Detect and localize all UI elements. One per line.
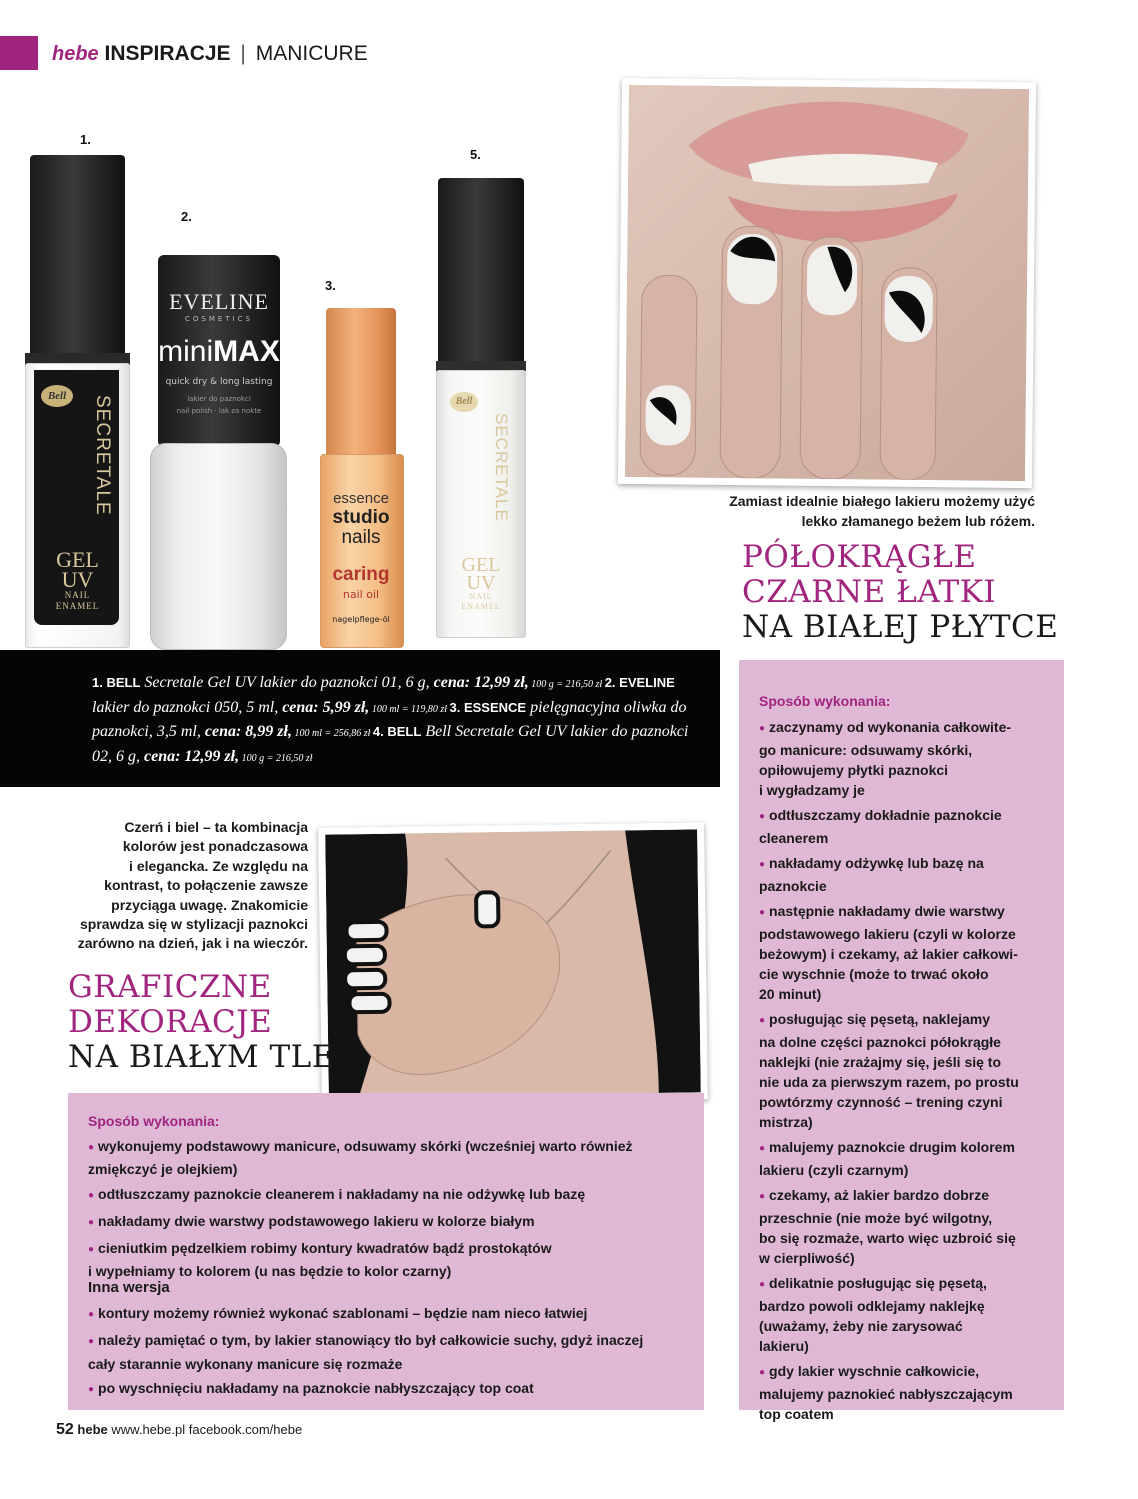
list-item-line: opiłowujemy płytki paznokci [759,762,949,778]
list-item-line: beżowym) i czekamy, aż lakier całkowi- [759,946,1018,962]
heading-right-line1: PÓŁOKRĄGŁE [742,539,977,575]
header-separator: | [240,42,246,65]
footer-brand: hebe [77,1422,108,1437]
bell-logo: Bell [41,385,73,407]
product-1-enamel: ENAMEL [55,601,100,611]
list-item-line: zaczynamy od wykonania całkowite- [769,719,1012,735]
list-item-line: następnie nakładamy dwie warstwy [769,903,1005,919]
heading-left-line2: DEKORACJE [68,1004,273,1040]
list-item-line: podstawowego lakieru (czyli w kolorze [759,926,1016,942]
header-brand: hebe [52,43,99,65]
section-accent-bar [0,36,38,70]
list-item-line: wykonujemy podstawowy manicure, odsuwamy skórki (wcześniej warto również [98,1138,633,1154]
list-item-line: powtórzmy czynność – trening czyni [759,1094,1003,1110]
panel-left-title: Sposób wykonania: [88,1113,220,1129]
page-footer [56,1421,302,1439]
product-1-nail: NAIL [64,590,91,600]
product-1-gel: GEL [56,547,99,572]
list-item-line: i wygładzamy je [759,782,865,798]
list-item [759,1009,1059,1132]
photo-lips-nails [618,78,1036,488]
list-item-line: naklejki (nie zrażajmy się, jeśli się to [759,1054,1002,1070]
product-3-nails: nails [341,527,381,548]
list-item [88,1184,693,1207]
product-5-enamel: ENAMEL [461,602,501,611]
list-item [759,1137,1059,1180]
list-item-line: zmiękczyć je olejkiem) [88,1161,238,1178]
list-item-line: gdy lakier wyschnie całkowicie, [769,1363,980,1379]
list-item-line: 20 minut) [759,986,822,1002]
essence-logo: essence [333,490,389,507]
product-number-1: 1. [80,132,91,147]
list-item [759,901,1059,1004]
photo-neck-hand [318,822,708,1104]
instructions-panel-right [739,660,1064,1422]
list-item [88,1330,693,1374]
list-item-line: przeschnie (nie może być wilgotny, [759,1210,993,1226]
list-item-line: odtłuszczamy paznokcie cleanerem i nakładamy na nie odżywkę lub bazę [98,1185,586,1202]
list-item-line: na dolne części paznokci półokrągłe [759,1034,1001,1050]
list-item-line: odtłuszczamy dokładnie paznokcie [769,807,1002,823]
heading-right-line2: CZARNE ŁATKI [742,574,997,610]
list-item [88,1211,693,1234]
list-item [759,805,1059,848]
product-1-uv: UV [61,567,94,592]
product-number-2: 2. [181,209,192,224]
product-3-nail-oil: nail oil [342,588,380,601]
panel-left-list-2 [88,1303,693,1401]
footer-social-link[interactable]: facebook.com/hebe [188,1422,303,1437]
left-intro: Czerń i biel – ta kombinacja kolorów jest ponadczasowa i elegancka. Ze względu na kontrast, to połączenie zawsze przyciąga uwagę. Znakomicie sprawdza się w stylizacji paznokci zarówno na dzień, jak i na wieczór. [77,819,308,952]
list-item-line: nakładamy odżywkę lub bazę na [769,855,984,871]
list-item-line: mistrza) [759,1114,813,1130]
list-item-line: należy pamiętać o tym, by lakier stanowiący tło był całkowicie suchy, gdyż inaczej [98,1332,644,1349]
list-item-line: posługując się pęsetą, naklejamy [769,1011,991,1027]
list-item-line: bardzo powoli odklejamy naklejkę [759,1298,985,1314]
instructions-panel-left [68,1093,704,1410]
product-3-studio: studio [332,507,390,528]
panel-right-title: Sposób wykonania: [759,693,891,709]
list-item-line: malujemy paznokieć nabłyszczającym [759,1386,1013,1402]
panel-right-list [759,717,1059,1424]
eveline-logo-sub: COSMETICS [185,315,253,323]
list-item-line: cieniutkim pędzelkiem robimy kontury kwadratów bądź prostokątów [98,1240,552,1257]
header-section: INSPIRACJE [104,42,231,65]
product-3-caring: caring [332,564,390,585]
heading-left [68,970,335,1075]
list-item-line: bo się rozmaże, warto więc uzbroić się [759,1230,1016,1246]
list-item [88,1238,693,1282]
list-item-line: w cierpliwość) [759,1250,855,1266]
page-number: 52 [56,1421,74,1438]
product-1-name: SECRETALE [92,395,113,516]
list-item [759,1361,1059,1424]
eveline-logo: EVELINE [169,289,269,314]
product-number-3: 3. [325,278,336,293]
heading-right-line3: NA BIAŁEJ PŁYTCE [742,609,1059,645]
price-list: 1. BELL Secretale Gel UV lakier do paznokci 01, 6 g, cena: 12,99 zł, 100 g = 216,50 zł 2. EVELINE lakier do paznokci 050, 5 ml, cena: 5,99 zł, 100 ml = 119,80 zł 3. ESSENCE pielęgnacyjna oliwka do paznokci, 3,5 ml, cena: 8,99 zł, 100 ml = 256,86 zł 4. BELL Bell Secretale Gel UV lakier do paznokci 02, 6 g, cena: 12,99 zł, 100 g = 216,50 zł [92,674,689,765]
list-item-line: go manicure: odsuwamy skórki, [759,742,973,758]
list-item-line: (uważamy, żeby nie zarysować [759,1318,963,1334]
panel-left-list [88,1136,693,1282]
footer-site-link[interactable]: www.hebe.pl [111,1422,186,1437]
page-header [52,42,368,66]
list-item-line: po wyschnięciu nakładamy na paznokcie nabłyszczający top coat [98,1379,534,1396]
list-item-line: malujemy paznokcie drugim kolorem [769,1139,1015,1155]
bell-logo: Bell [450,392,478,412]
list-item-line: i wypełniamy to kolorem (u nas będzie to kolor czarny) [88,1263,452,1280]
header-subsection: MANICURE [255,42,368,65]
product-number-5: 5. [470,147,481,162]
list-item [759,1185,1059,1268]
neck-hand-image [325,829,701,1097]
heading-right [742,540,1058,645]
list-item-line: delikatnie posługując się pęsetą, [769,1275,987,1291]
list-item [759,853,1059,896]
list-item [759,717,1059,800]
list-item [88,1303,693,1326]
list-item-line: top coatem [759,1406,834,1422]
heading-left-line3: NA BIAŁYM TLE [68,1039,335,1075]
product-eveline-bottle [150,255,285,648]
list-item-line: cie wyschnie (może to trwać około [759,966,989,982]
product-5-uv: UV [466,572,496,594]
product-3-nagelpflege: nagelpflege-öl [332,615,390,624]
list-item [759,1273,1059,1356]
product-2-name: miniMAX [158,335,280,368]
list-item-line: kontury możemy również wykonać szablonami – będzie nam nieco łatwiej [98,1305,588,1321]
product-essence-bottle [320,308,402,648]
panel-left-subtitle: Inna wersja [88,1279,170,1296]
list-item [88,1378,693,1401]
list-item-line: czekamy, aż lakier bardzo dobrze [769,1187,989,1203]
lips-nails-image [625,85,1029,481]
product-bell-white-bottle [436,178,526,638]
list-item-line: cały starannie wykonany manicure się rozmaże [88,1355,403,1372]
product-2-tagline: quick dry & long lasting [165,377,273,387]
product-5-nail: NAIL [469,592,493,601]
list-item-line: lakieru (czyli czarnym) [759,1162,909,1178]
list-item-line: lakieru) [759,1338,809,1354]
product-bell-black-bottle [25,155,130,648]
top-photo-caption: Zamiast idealnie białego lakieru możemy użyć lekko złamanego beżem lub różem. [729,493,1035,529]
list-item [88,1136,693,1180]
list-item-line: nakładamy dwie warstwy podstawowego lakieru w kolorze białym [98,1212,535,1229]
list-item-line: nie uda za pierwszym razem, po prostu [759,1074,1019,1090]
heading-left-line1: GRAFICZNE [68,969,272,1005]
list-item-line: cleanerem [759,830,829,846]
product-5-name: SECRETALE [492,413,511,522]
product-5-gel: GEL [461,554,501,576]
product-2-desc1: lakier do paznokci [187,395,251,403]
list-item-line: paznokcie [759,878,827,894]
product-2-desc2: nail polish · lak za nokte [176,407,262,415]
